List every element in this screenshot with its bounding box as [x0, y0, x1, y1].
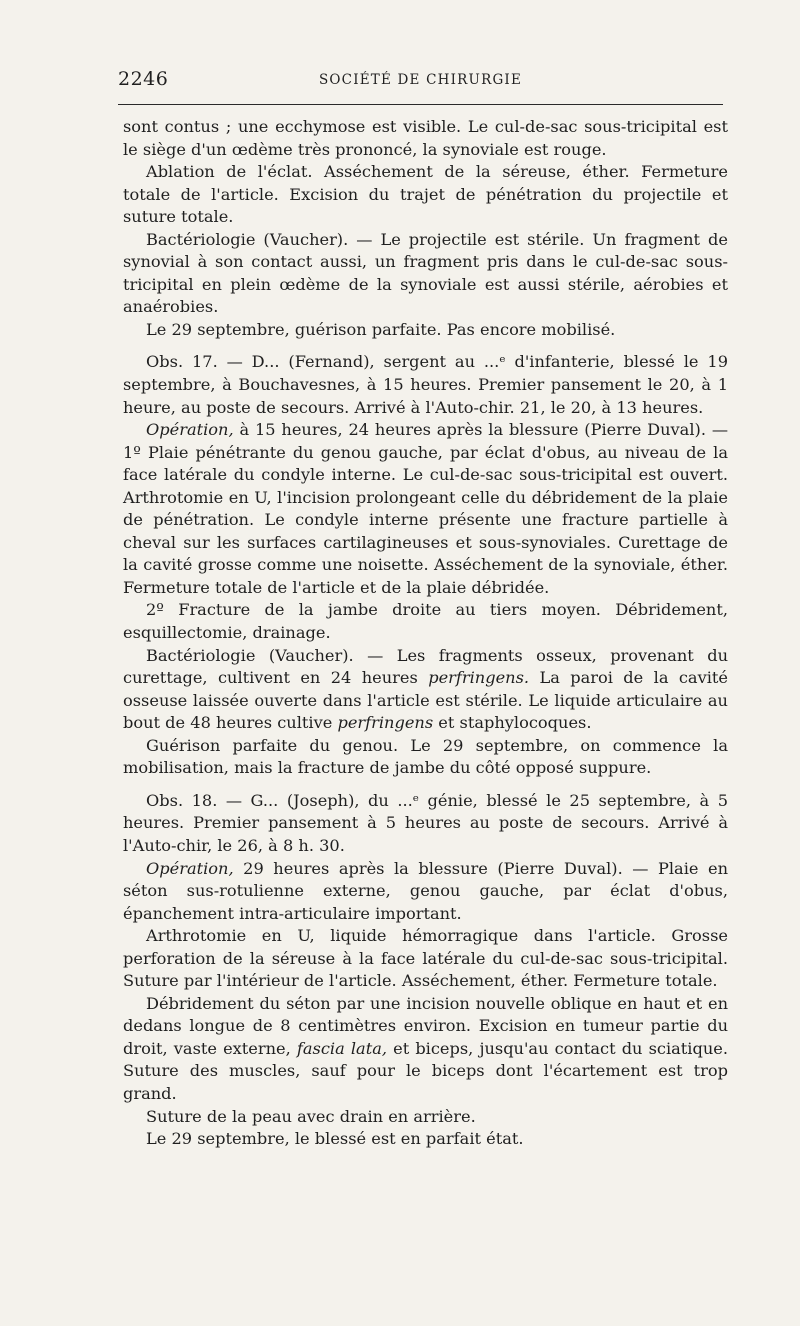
paragraph: Le 29 septembre, le blessé est en parfait état.: [146, 1129, 524, 1149]
page-number: 2246: [118, 68, 169, 90]
italic-term: perfringens.: [428, 668, 530, 688]
paragraph-text: et biceps, jusqu'au contact du sciatique. Suture des muscles, sauf pour le biceps dont l'écartement est trop grand.: [123, 1038, 728, 1103]
paragraph: 2º Fracture de la jambe droite au tiers moyen. Débridement, esquillectomie, drainage.: [123, 600, 728, 643]
paragraph: Ablation de l'éclat. Asséchement de la séreuse, éther. Fermeture totale de l'article. Excision du trajet de pénétration du projectile et suture totale.: [123, 162, 728, 227]
paragraph: Bactériologie (Vaucher). — Le projectile est stérile. Un fragment de synovial à son contact aussi, un fragment pris dans le cul-de-sac sous-tricipital en plein œdème de la synoviale est aussi stérile, aérobies et anaérobies.: [123, 229, 728, 317]
paragraph-text: La paroi de la cavité osseuse laissée ouverte dans l'article est stérile. Le liquide articulaire au bout de 48 heures cultive: [123, 668, 728, 733]
paragraph: Le 29 septembre, guérison parfaite. Pas encore mobilisé.: [146, 319, 616, 339]
paragraph: Guérison parfaite du genou. Le 29 septembre, on commence la mobilisation, mais la fracture de jambe du côté opposé suppure.: [123, 735, 728, 778]
paragraph: [123, 645, 728, 735]
body-text: [123, 116, 728, 1151]
observation-18: Obs. 18. — G... (Joseph), du ...ᵉ génie, blessé le 25 septembre, à 5 heures. Premier pansement à 5 heures au poste de secours. Arrivé à l'Auto-chir, le 26, à 8 h. 30.: [123, 790, 728, 855]
paragraph: [123, 858, 728, 926]
running-head: SOCIÉTÉ DE CHIRURGIE: [318, 72, 523, 88]
italic-term: fascia lata,: [296, 1038, 387, 1058]
italic-term: perfringens: [337, 713, 434, 733]
italic-lead: Opération,: [146, 420, 234, 440]
paragraph-text: Débridement du séton par une incision nouvelle oblique en haut et en dedans longue de 8 centimètres environ. Excision en tumeur partie du droit, vaste externe,: [123, 993, 728, 1058]
italic-lead: Opération,: [146, 858, 234, 878]
paragraph-text: et staphylocoques.: [438, 713, 592, 733]
observation-17: Obs. 17. — D... (Fernand), sergent au ...ᵉ d'infanterie, blessé le 19 septembre, à Bouchavesnes, à 15 heures. Premier pansement le 20, à 1 heure, au poste de secours. Arrivé à l'Auto-chir. 21, le 20, à 13 heures.: [123, 352, 728, 417]
paragraph: sont contus ; une ecchymose est visible. Le cul-de-sac sous-tricipital est le siège d'un œdème très prononcé, la synoviale est rouge.: [123, 117, 728, 159]
paragraph: Arthrotomie en U, liquide hémorragique dans l'article. Grosse perforation de la séreuse à la face latérale du cul-de-sac sous-tricipital. Suture par l'intérieur de l'article. Asséchement, éther. Fermeture totale.: [123, 926, 728, 991]
paragraph: Suture de la peau avec drain en arrière.: [146, 1106, 476, 1126]
header-rule: [118, 104, 723, 105]
paragraph: [123, 419, 728, 599]
page-header: [118, 64, 723, 94]
paragraph-text: Bactériologie (Vaucher). — Les fragments osseux, provenant du curettage, cultivent en 24 heures: [123, 645, 728, 688]
paragraph: [123, 993, 728, 1106]
paragraph-text: à 15 heures, 24 heures après la blessure (Pierre Duval). — 1º Plaie pénétrante du genou gauche, par éclat d'obus, au niveau de la face latérale du condyle interne. Le cul-de-sac sous-tricipital est ouvert. Arthrotomie en U, l'incision prolongeant celle du débridement de la plaie de pénétration. Le condyle interne présente une fracture partielle à cheval sur les surfaces cartilagineuses et sous-synoviales. Curettage de la cavité grosse comme une noisette. Asséchement de la synoviale, éther. Fermeture totale de l'article et de la plaie débridée.: [123, 420, 729, 597]
paragraph-text: 29 heures après la blessure (Pierre Duval). — Plaie en séton sus-rotulienne externe, genou gauche, par éclat d'obus, épanchement intra-articulaire important.: [123, 858, 728, 923]
